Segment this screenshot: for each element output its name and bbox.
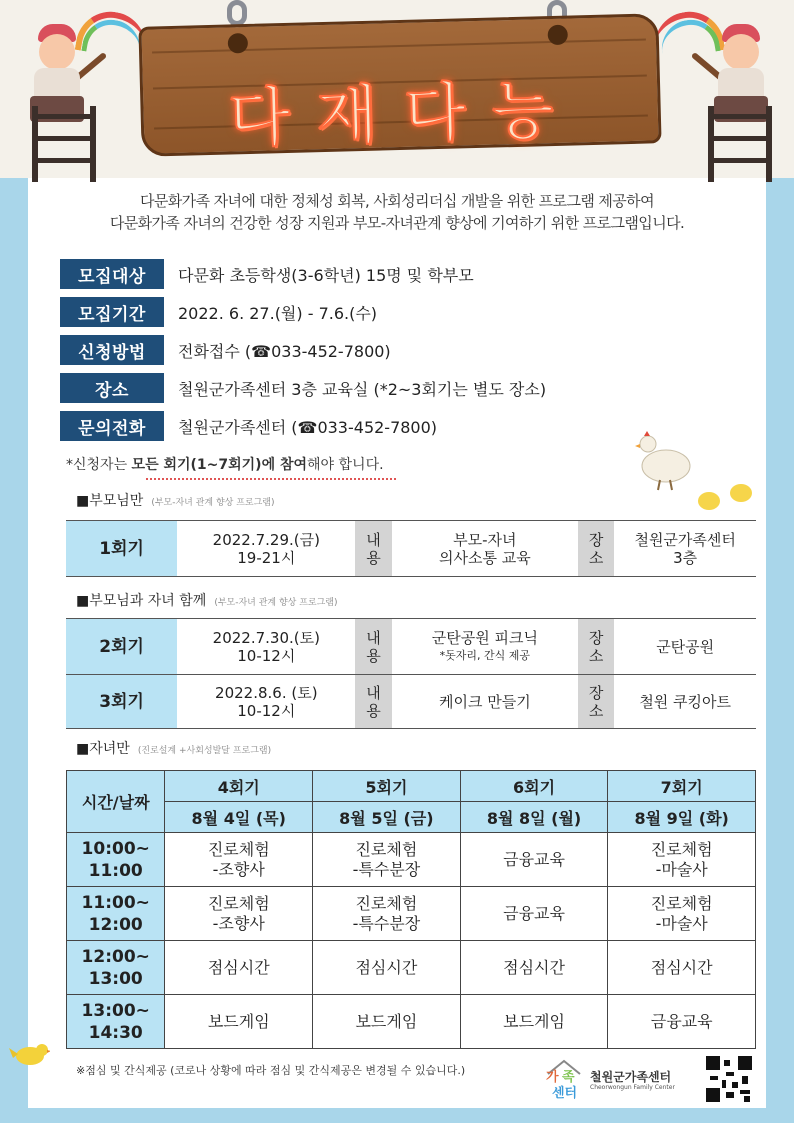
session-content: 케이크 만들기	[392, 675, 578, 729]
session-header: 4회기	[165, 771, 313, 802]
ladder-icon	[708, 106, 772, 182]
activity-cell: 점심시간	[165, 941, 313, 995]
left-painter-illustration	[18, 12, 128, 182]
table-header-row	[67, 771, 756, 802]
info-row-contact	[60, 411, 437, 441]
info-row-method	[60, 335, 391, 365]
activity-cell: 진로체험 -마술사	[608, 833, 756, 887]
table-row	[66, 619, 756, 675]
session-date: 2022.8.6. (토) 10-12시	[177, 675, 355, 729]
section-title: ■부모님만	[76, 493, 144, 509]
session-label: 1회기	[66, 521, 177, 577]
session-header: 6회기	[460, 771, 608, 802]
chick-icon	[698, 492, 720, 510]
session-content: 군탄공원 피크닉 *돗자리, 간식 제공	[392, 619, 578, 675]
time-slot: 13:00~ 14:30	[67, 995, 165, 1049]
section-kids-heading	[76, 738, 271, 758]
section-subtitle: (진로설계 +사회성발달 프로그램)	[137, 746, 272, 756]
info-row-period	[60, 297, 377, 327]
session-place: 군탄공원	[614, 619, 756, 675]
ladder-icon	[32, 106, 96, 182]
activity-cell: 보드게임	[460, 995, 608, 1049]
info-value: 철원군가족센터 (☎033-452-7800)	[178, 417, 438, 437]
table-row	[67, 833, 756, 887]
content-tag: 내 용	[355, 619, 391, 675]
info-value: 전화접수 (☎033-452-7800)	[178, 341, 391, 361]
logo-name: 철원군가족센터	[590, 1070, 672, 1084]
notice-suffix: 해야 합니다.	[307, 457, 384, 473]
activity-cell: 점심시간	[313, 941, 461, 995]
right-painter-illustration	[668, 12, 778, 182]
place-tag: 장 소	[578, 521, 614, 577]
info-value: 다문화 초등학생(3-6학년) 15명 및 학부모	[178, 265, 474, 285]
time-slot: 10:00~ 11:00	[67, 833, 165, 887]
logo-english-name: Cheorwongun Family Center	[590, 1084, 675, 1091]
session-label: 2회기	[66, 619, 177, 675]
section-subtitle: (부모-자녀 관계 향상 프로그램)	[214, 598, 338, 608]
activity-cell: 금융교육	[460, 887, 608, 941]
content-tag: 내 용	[355, 521, 391, 577]
info-label: 신청방법	[60, 335, 164, 365]
date-header: 8월 9일 (화)	[608, 802, 756, 833]
participation-notice	[66, 454, 384, 474]
activity-cell: 금융교육	[460, 833, 608, 887]
intro-line-2: 다문화가족 자녀의 건강한 성장 지원과 부모-자녀관계 향상에 기여하기 위한 프로그램입니다.	[109, 214, 685, 232]
session-content: 부모-자녀 의사소통 교육	[392, 521, 578, 577]
notice-prefix: *신청자는	[66, 457, 132, 473]
family-center-logo	[544, 1058, 694, 1104]
footnote: ※점심 및 간식제공 (코로나 상황에 따라 점심 및 간식제공은 변경될 수 있습니다.)	[76, 1064, 466, 1077]
info-value: 철원군가족센터 3층 교육실 (*2~3회기는 별도 장소)	[178, 379, 547, 399]
session-header: 7회기	[608, 771, 756, 802]
activity-cell: 진로체험 -특수분장	[313, 833, 461, 887]
page-title: 다재다능	[227, 73, 581, 157]
section-subtitle: (부모-자녀 관계 향상 프로그램)	[151, 498, 275, 508]
session-place: 철원 쿠킹아트	[614, 675, 756, 729]
date-header: 8월 5일 (금)	[313, 802, 461, 833]
info-row-place	[60, 373, 546, 403]
together-schedule-table	[66, 618, 756, 729]
activity-cell: 진로체험 -특수분장	[313, 887, 461, 941]
section-title: ■자녀만	[76, 741, 130, 757]
logo-mark-ga: 가	[546, 1070, 559, 1085]
activity-cell: 보드게임	[165, 995, 313, 1049]
activity-cell: 진로체험 -조향사	[165, 887, 313, 941]
info-label: 문의전화	[60, 411, 164, 441]
section-parents-heading	[76, 490, 275, 510]
notice-underline	[146, 474, 396, 480]
hen-icon	[634, 428, 698, 492]
activity-cell: 보드게임	[313, 995, 461, 1049]
activity-cell: 점심시간	[608, 941, 756, 995]
intro-text	[60, 190, 734, 234]
table-row	[66, 521, 756, 577]
time-slot: 11:00~ 12:00	[67, 887, 165, 941]
qr-code-icon[interactable]	[706, 1056, 752, 1102]
table-row	[66, 675, 756, 729]
session-date: 2022.7.30.(토) 10-12시	[177, 619, 355, 675]
table-row	[67, 887, 756, 941]
date-header: 8월 8일 (월)	[460, 802, 608, 833]
info-value: 2022. 6. 27.(월) - 7.6.(수)	[178, 303, 378, 323]
activity-cell: 진로체험 -조향사	[165, 833, 313, 887]
info-label: 모집기간	[60, 297, 164, 327]
kids-schedule-table	[66, 770, 756, 1049]
table-row	[67, 941, 756, 995]
session-place: 철원군가족센터 3층	[614, 521, 756, 577]
content-tag: 내 용	[355, 675, 391, 729]
session-label: 3회기	[66, 675, 177, 729]
table-row	[67, 995, 756, 1049]
notice-emphasis: 모든 회기(1~7회기)에 참여	[131, 457, 308, 473]
table-header-row	[67, 802, 756, 833]
head-icon	[39, 34, 75, 70]
place-tag: 장 소	[578, 675, 614, 729]
title-sign	[138, 13, 661, 157]
parents-schedule-table	[66, 520, 756, 577]
info-label: 장소	[60, 373, 164, 403]
place-tag: 장 소	[578, 619, 614, 675]
session-date: 2022.7.29.(금) 19-21시	[177, 521, 355, 577]
logo-mark-center: 센터	[552, 1086, 578, 1101]
info-row-target	[60, 259, 474, 289]
activity-cell: 금융교육	[608, 995, 756, 1049]
time-slot: 12:00~ 13:00	[67, 941, 165, 995]
intro-line-1: 다문화가족 자녀에 대한 정체성 회복, 사회성리더십 개발을 위한 프로그램 제공하여	[140, 192, 654, 210]
chick-icon	[730, 484, 752, 502]
info-label: 모집대상	[60, 259, 164, 289]
session-header: 5회기	[313, 771, 461, 802]
activity-cell: 진로체험 -마술사	[608, 887, 756, 941]
section-title: ■부모님과 자녀 함께	[76, 593, 207, 609]
bird-icon	[8, 1040, 50, 1068]
corner-header: 시간/날짜	[67, 771, 165, 833]
section-together-heading	[76, 590, 338, 610]
date-header: 8월 4일 (목)	[165, 802, 313, 833]
logo-mark-jok: 족	[562, 1070, 575, 1085]
head-icon	[723, 34, 759, 70]
activity-cell: 점심시간	[460, 941, 608, 995]
